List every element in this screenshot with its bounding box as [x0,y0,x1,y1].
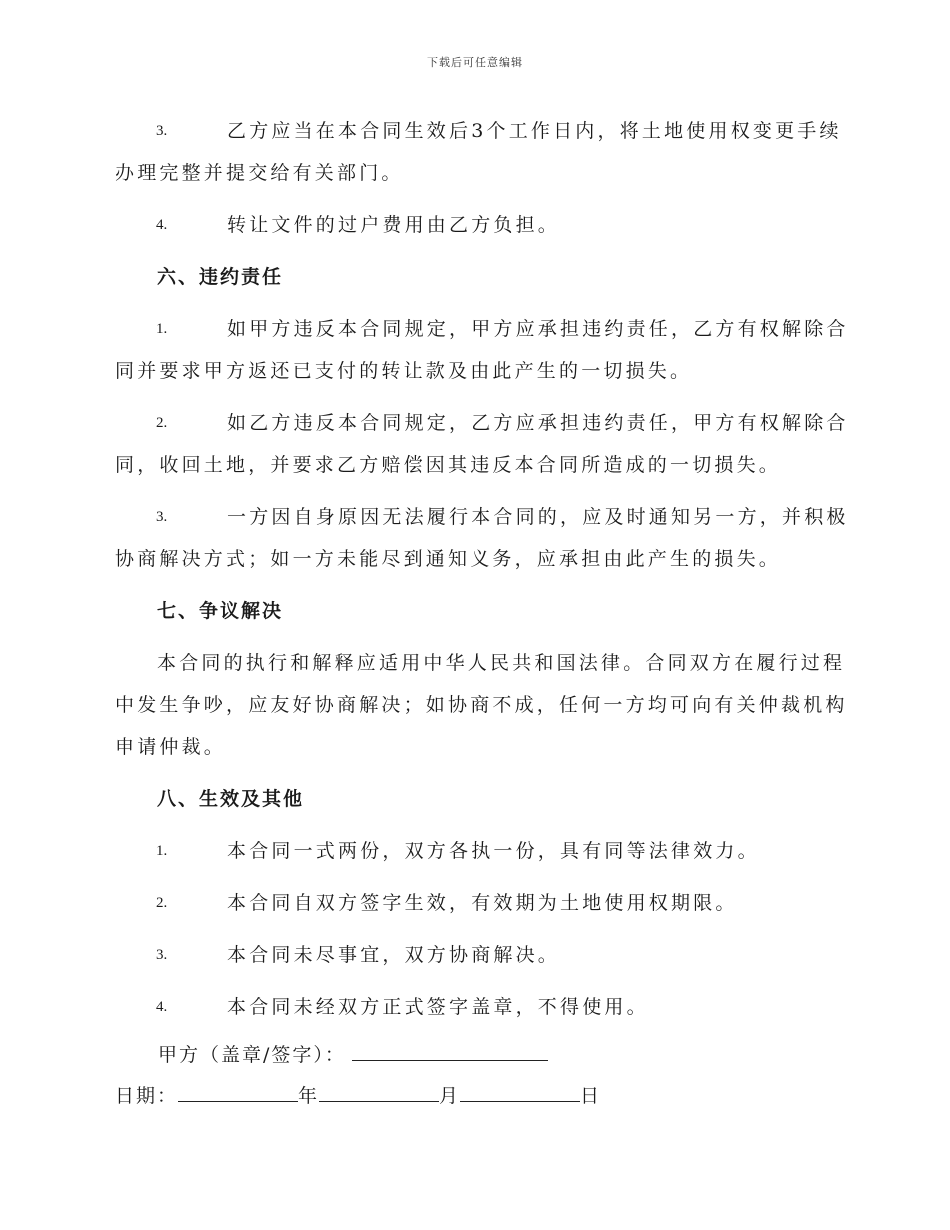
list-item [115,110,842,194]
month-blank[interactable] [319,1081,439,1102]
item-text-line2: 办理完整并提交给有关部门。 [115,162,404,184]
list-item [115,830,835,872]
paragraph-dispute [115,642,848,768]
list-item [115,882,835,924]
item-text-line1: 转让文件的过户费用由乙方负担。 [227,214,561,236]
item-text-line1: 乙方应当在本合同生效后3个工作日内，将土地使用权变更手续 [227,120,842,142]
item-text-line2: 同并要求甲方返还已支付的转让款及由此产生的一切损失。 [115,360,693,382]
signature-blank[interactable] [352,1040,548,1061]
list-item [115,308,849,392]
year-label: 年 [298,1085,320,1107]
item-text-line2: 同，收回土地，并要求乙方赔偿因其违反本合同所造成的一切损失。 [115,454,782,476]
month-label: 月 [439,1085,461,1107]
item-number: 3. [156,123,168,139]
item-number: 2. [156,895,168,911]
item-text-line1: 如乙方违反本合同规定，乙方应承担违约责任，甲方有权解除合 [227,412,849,434]
paragraph-line: 本合同的执行和解释应适用中华人民共和国法律。合同双方在履行过程 [157,652,846,674]
item-text-line1: 本合同自双方签字生效，有效期为土地使用权期限。 [227,892,738,914]
item-number: 4. [156,999,168,1015]
year-blank[interactable] [178,1081,298,1102]
day-blank[interactable] [460,1081,580,1102]
paragraph-line: 申请仲裁。 [115,736,227,758]
item-text-line1: 本合同一式两份，双方各执一份，具有同等法律效力。 [227,840,760,862]
item-number: 4. [156,217,168,233]
list-item [115,986,835,1028]
date-label: 日期： [115,1085,179,1107]
paragraph-line: 中发生争吵，应友好协商解决；如协商不成，任何一方均可向有关仲裁机构 [115,694,848,716]
day-label: 日 [580,1085,602,1107]
item-text-line1: 一方因自身原因无法履行本合同的，应及时通知另一方，并积极 [227,506,849,528]
party-a-signature-line [158,1040,548,1070]
item-text-line1: 本合同未经双方正式签字盖章，不得使用。 [227,996,649,1018]
item-text-line1: 本合同未尽事宜，双方协商解决。 [227,944,561,966]
section-heading-effect: 八、生效及其他 [157,788,305,810]
item-number: 1. [156,843,168,859]
document-body [115,110,849,1028]
party-a-label: 甲方（盖章/签字）： [158,1044,346,1066]
list-item [115,496,849,580]
date-line [115,1081,601,1111]
item-number: 1. [156,321,168,337]
section-heading-dispute: 七、争议解决 [157,600,284,622]
list-item [115,934,835,976]
item-number: 3. [156,509,168,525]
item-text-line1: 如甲方违反本合同规定，甲方应承担违约责任，乙方有权解除合 [227,318,849,340]
page-header-note: 下载后可任意编辑 [427,56,523,69]
list-item [115,402,849,486]
item-number: 3. [156,947,168,963]
section-heading-breach: 六、违约责任 [157,266,284,288]
list-item [115,204,835,246]
item-number: 2. [156,415,168,431]
item-text-line2: 协商解决方式；如一方未能尽到通知义务，应承担由此产生的损失。 [115,548,782,570]
